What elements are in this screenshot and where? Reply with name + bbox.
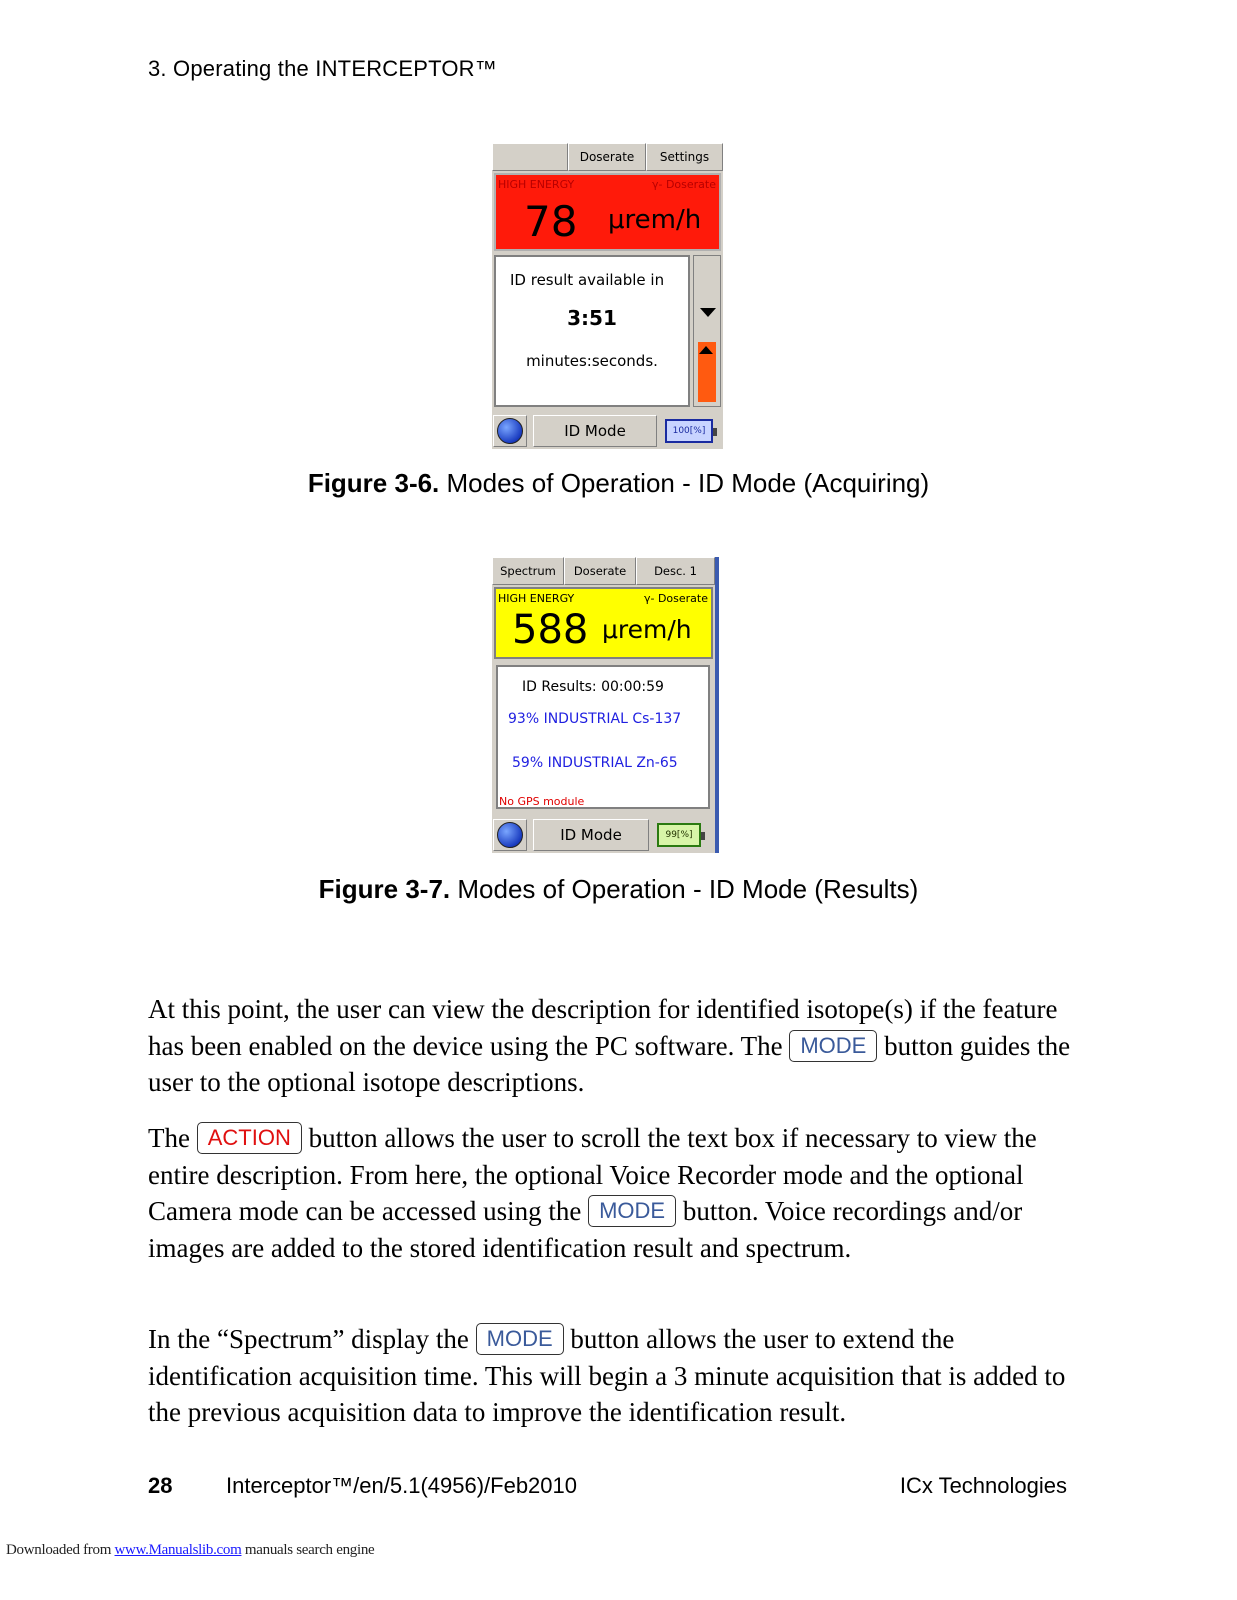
document-id: Interceptor™/en/5.1(4956)/Feb2010: [226, 1473, 578, 1498]
download-note: [6, 1542, 374, 1559]
chapter-heading: 3. Operating the INTERCEPTOR™: [148, 56, 497, 81]
figure-3-6-title: Modes of Operation - ID Mode (Acquiring): [439, 468, 930, 498]
id-result-item[interactable]: 59% INDUSTRIAL Zn-65: [512, 755, 678, 771]
download-suffix: manuals search engine: [241, 1542, 375, 1558]
paragraph-text: button. Voice recordings and/or images are added to the stored identification result and spectrum.: [148, 1196, 1023, 1263]
company-name: ICx Technologies: [899, 1473, 1067, 1498]
mode-key: MODE: [588, 1195, 676, 1227]
globe-icon: [497, 418, 523, 444]
arrow-up-icon[interactable]: [699, 346, 713, 354]
paragraph-text: button allows the user to extend the identification acquisition time. This will begin a 3 minute acquisition that is added to the previous acquisition data to improve the identification result.: [148, 1324, 1066, 1427]
doserate-unit: μrem/h: [608, 205, 702, 235]
paragraph-action: [148, 1120, 1078, 1266]
battery-level: 99[%]: [665, 830, 693, 840]
doserate-label: γ- Doserate: [643, 592, 708, 605]
figure-3-7-label: Figure 3-7.: [318, 874, 451, 904]
id-time-format: minutes:seconds.: [526, 352, 658, 370]
tab-spectrum[interactable]: Spectrum: [492, 557, 564, 585]
bottom-bar: [492, 413, 723, 449]
paragraph-text: button allows the user to scroll the text box if necessary to view the entire description. From here, the optional Voice Recorder mode and the optional Camera mode can be accessed using the: [148, 1123, 1037, 1226]
gps-status: No GPS module: [499, 795, 585, 808]
device-screen-acquiring: [492, 143, 723, 449]
battery-indicator: [657, 823, 701, 847]
figure-3-7-caption: [0, 874, 1237, 905]
doserate-display: [494, 587, 713, 659]
device-screen-results: [492, 557, 719, 853]
globe-button[interactable]: [493, 819, 527, 851]
doserate-label: γ- Doserate: [651, 178, 716, 191]
id-mode-button[interactable]: ID Mode: [533, 819, 649, 851]
paragraph-text: button guides the user to the optional isotope descriptions.: [148, 1030, 1071, 1097]
id-status-panel: [494, 255, 690, 407]
id-mode-button[interactable]: ID Mode: [533, 415, 657, 447]
doserate-unit: μrem/h: [602, 615, 692, 644]
paragraph-description: [148, 991, 1078, 1101]
id-results-panel: [496, 665, 710, 809]
action-key: ACTION: [197, 1122, 302, 1154]
battery-icon: [713, 428, 717, 436]
tab-blank[interactable]: [492, 143, 568, 171]
energy-label: HIGH ENERGY: [498, 592, 575, 605]
globe-icon: [497, 822, 523, 848]
figure-3-6-caption: [0, 468, 1237, 499]
mode-key: MODE: [476, 1323, 564, 1355]
battery-level: 100[%]: [672, 426, 706, 436]
figure-3-7-title: Modes of Operation - ID Mode (Results): [450, 874, 919, 904]
tab-doserate[interactable]: Doserate: [568, 143, 646, 171]
energy-label: HIGH ENERGY: [498, 178, 575, 191]
id-results-title: ID Results: 00:00:59: [522, 679, 664, 695]
globe-button[interactable]: [493, 415, 527, 447]
download-prefix: Downloaded from: [6, 1542, 115, 1558]
id-status-line: ID result available in: [510, 271, 665, 289]
battery-indicator: [665, 419, 713, 443]
bottom-bar: [492, 817, 715, 853]
id-result-item[interactable]: 93% INDUSTRIAL Cs-137: [508, 711, 682, 727]
manualslib-link[interactable]: www.Manualslib.com: [114, 1542, 242, 1558]
tab-desc[interactable]: Desc. 1: [636, 557, 715, 585]
figure-3-6-label: Figure 3-6.: [307, 468, 440, 498]
paragraph-text: In the “Spectrum” display the: [148, 1324, 476, 1354]
id-countdown: 3:51: [567, 306, 617, 330]
tab-bar: [492, 143, 723, 171]
doserate-value: 588: [512, 607, 589, 653]
doserate-display: [494, 173, 721, 251]
paragraph-spectrum: [148, 1321, 1078, 1431]
tab-bar: [492, 557, 715, 585]
tab-doserate[interactable]: Doserate: [564, 557, 636, 585]
arrow-down-icon[interactable]: [700, 308, 716, 317]
paragraph-text: At this point, the user can view the description for identified isotope(s) if the feature has been enabled on the device using the PC software. The: [148, 994, 1058, 1061]
tab-settings[interactable]: Settings: [646, 143, 723, 171]
scrollbar[interactable]: [693, 255, 721, 407]
page-number: 28: [148, 1473, 173, 1498]
doserate-value: 78: [524, 197, 578, 246]
battery-icon: [701, 832, 705, 840]
paragraph-text: The: [148, 1123, 197, 1153]
mode-key: MODE: [789, 1030, 877, 1062]
